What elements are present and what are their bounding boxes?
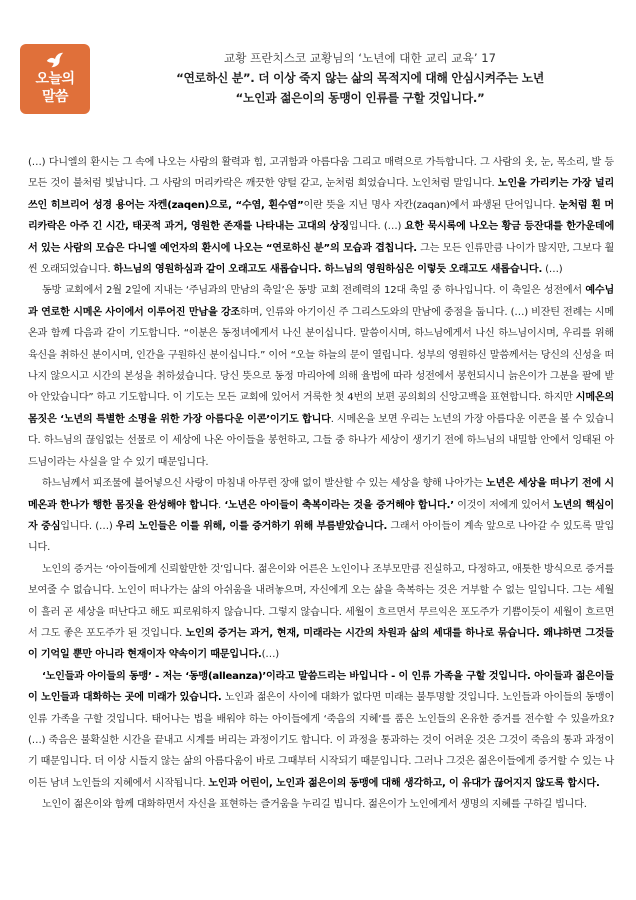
paragraph <box>28 559 614 666</box>
article-body <box>28 152 614 816</box>
text-run: (…) 다니엘의 환시는 그 속에 나오는 사람의 활력과 힘, 고귀함과 아름다움 그리고 매력으로 가득합니다. 그 사람의 옷, 눈, 목소리, 발 등 모든 것이 불처럼 빛납니다. 그 사람의 머리카락은 깨끗한 양털 같고, 눈처럼 희었습니다. 노인처럼 말입니다. <box>28 157 614 190</box>
text-run: 하느님께서 피조물에 불어넣으신 사랑이 마침내 아무런 장애 없이 발산할 수 있는 세상을 향해 나아가는 <box>42 478 486 490</box>
paragraph <box>28 280 614 473</box>
bold-text: 예수님과 연로한 시메온 사이에서 이루어진 만남을 강조 <box>28 285 614 318</box>
bold-text: ‘노년은 아이들이 축복이라는 것을 증거해야 합니다.’ <box>224 499 454 511</box>
text-run: 입니다. (…) <box>60 520 116 532</box>
badge-line2: 말씀 <box>41 89 69 105</box>
todays-word-badge <box>20 44 90 114</box>
title-line2: “노인과 젊은이의 동맹이 인류를 구할 것입니다.” <box>235 91 485 105</box>
bold-text: 요한 묵시록에 나오는 황금 등잔대를 한가운데에 서 있는 사람의 모습은 다니엘 예언자의 환시에 나오는 “연로하신 분”의 모습과 겹칩니다. <box>28 221 615 254</box>
paragraph <box>28 152 614 280</box>
bold-text: 노년의 핵심이자 중심 <box>28 499 614 532</box>
dove-icon <box>44 50 66 70</box>
text-run: 노인의 증거는 ‘아이들에게 신뢰할만한 것’입니다. 젊은이와 어른은 노인이나 조부모만큼 진실하고, 다정하고, 애틋한 방식으로 증거를 보여줄 수 없습니다. 노인이 떠나가는 삶의 아쉬움을 내려놓으며, 자신에게 오는 삶을 축복하는 것은 거부할 수 없는 일입니다. 그는 세월이 흘러 곧 세상을 떠난다고 해도 피로워하지 않습니다. 그렇지 않습니다. 세월이 흐르면서 무르익은 포도주가 기쁨이듯이 세월이 흐르면서 그도 좋은 포도주가 된 것입니다. <box>28 563 614 639</box>
title-line1: “연로하신 분”. 더 이상 죽지 않는 삶의 목적지에 대해 안심시켜주는 노년 <box>176 71 544 85</box>
text-run: 그는 모든 인류만큼 나이가 많지만, 그보다 훨씬 오래되었습니다. <box>28 242 614 276</box>
bold-text: 노인을 가리키는 가장 널리 쓰인 히브리어 성경 용어는 자켄(zaqen)으로, “수염, 흰수염” <box>28 178 615 211</box>
text-run: 입니다. (…) <box>348 221 405 233</box>
bold-text: 하느님의 영원하심과 같이 오래고도 새롭습니다. 하느님의 영원하심은 이렇듯 오래고도 새롭습니다. <box>113 264 543 276</box>
text-run: 동방 교회에서 2월 2일에 지내는 ‘주님과의 만남의 축일’은 동방 교회 전례력의 12대 축일 중 하나입니다. 이 축일은 성전에서 <box>42 285 586 297</box>
paragraph <box>28 473 614 559</box>
text-run: (…) <box>261 649 280 661</box>
text-run: (…) <box>542 264 563 276</box>
text-run: . <box>217 499 225 511</box>
bold-text: 노년은 세상을 떠나기 전에 시메온과 한나가 행한 몸짓을 완성해야 합니다 <box>28 478 614 511</box>
paragraph <box>28 666 614 794</box>
bold-text: 시메온의 몸짓은 ‘노년의 특별한 소명을 위한 가장 아름다운 이콘’이기도 합니다 <box>28 392 614 425</box>
bold-text: 눈처럼 흰 머리카락은 아주 긴 시간, 태곳적 과거, 영원한 존재를 나타내는 고대의 상징 <box>28 199 614 233</box>
text-run: 이란 뜻을 지닌 명사 자칸(zaqan)에서 파생된 단어입니다. <box>303 199 559 211</box>
text-run: 하며, 인류와 아기이신 주 그리스도와의 만남에 중점을 둡니다. (…) 비잔틴 전례는 시메온과 함께 다음과 같이 기도합니다. “이분은 동정녀에게서 나신 분이십니다. 말씀이시며, 하느님에게서 나신 하느님이시며, 우리를 위해 육신을 취하신 분이시며, 인간을 구원하신 분이십니다.” 이어 “오늘 하늘의 문이 열립니다. 성부의 영원하신 말씀께서는 당신의 신성을 떠나지 않으시고 시간의 본성을 취하셨습니다. 당신 뜻으로 동정 마리아에 의해 율법에 따라 성전에서 봉헌되시니 늙은이가 그분을 팔에 받아 안았습니다” 하고 기도합니다. 이 기도는 모든 교회에 있어서 거룩한 첫 4번의 보편 공의회의 신앙고백을 표현합니다. 하지만 <box>28 306 614 404</box>
bold-text: ‘노인들과 아이들의 동맹’ - 저는 ‘동맹(alleanza)’이라고 말씀드리는 바입니다 - 이 인류 가족을 구할 것입니다. 아이들과 젊은이들이 노인들과 대화하는 곳에 미래가 있습니다. <box>28 670 614 704</box>
text-run: 노인이 젊은이와 함께 대화하면서 자신을 표현하는 즐거움을 누리길 빕니다. 젊은이가 노인에게서 생명의 지혜를 구하길 빕니다. <box>42 799 587 811</box>
paragraph <box>28 794 614 815</box>
text-run: 이것이 저에게 있어서 <box>453 499 554 511</box>
text-run: 노인과 젊은이 사이에 대화가 없다면 미래는 불투명할 것입니다. 노인들과 아이들의 동맹이 인류 가족을 구할 것입니다. 태어나는 법을 배워야 하는 아이들에게 ‘죽음의 지혜’를 품은 노인들의 온유한 증거를 전수할 수 있을까요? (…) 죽음은 불확실한 시간을 끝내고 시계를 버리는 과정이기도 합니다. 이 과정을 통과하는 것이 어려운 것은 그것이 죽음의 통과 과정이기 때문입니다. 더 이상 시들지 않는 삶의 아름다움이 바로 그때부터 시작되기 때문입니다. 그러나 그것은 젊은이들에게 증거할 수 있는 나이든 남녀 노인들의 지혜에서 시작됩니다. <box>28 692 614 789</box>
badge-line1: 오늘의 <box>35 71 75 87</box>
bold-text: 노인의 증거는 과거, 현재, 미래라는 시간의 차원과 삶의 세대를 하나로 묶습니다. 왜냐하면 그것들이 기억일 뿐만 아니라 현재이자 약속이기 때문입니다. <box>28 627 614 661</box>
bold-text: 노인과 어린이, 노인과 젊은이의 동맹에 대해 생각하고, 이 유대가 끊어지지 않도록 합시다. <box>208 777 600 789</box>
bold-text: 우리 노인들은 이를 위해, 이를 증거하기 위해 부름받았습니다. <box>115 520 388 532</box>
text-run: 그래서 아이들이 계속 앞으로 나아갈 수 있도록 말입니다. <box>28 520 614 554</box>
text-run: . 시메온을 보면 우리는 노년의 가장 아름다운 이콘을 볼 수 있습니다. 하느님의 끊임없는 선물로 이 세상에 나온 아이들을 봉헌하고, 그들 중 하나가 세상이 생기기 전에 하느님의 내밀함 안에서 잉태된 아드님이라는 사실을 알 수 있기 때문입니다. <box>28 413 614 468</box>
subtitle: 교황 프란치스코 교황님의 ‘노년에 대한 교리 교육’ 17 <box>224 51 496 65</box>
header <box>96 48 624 108</box>
